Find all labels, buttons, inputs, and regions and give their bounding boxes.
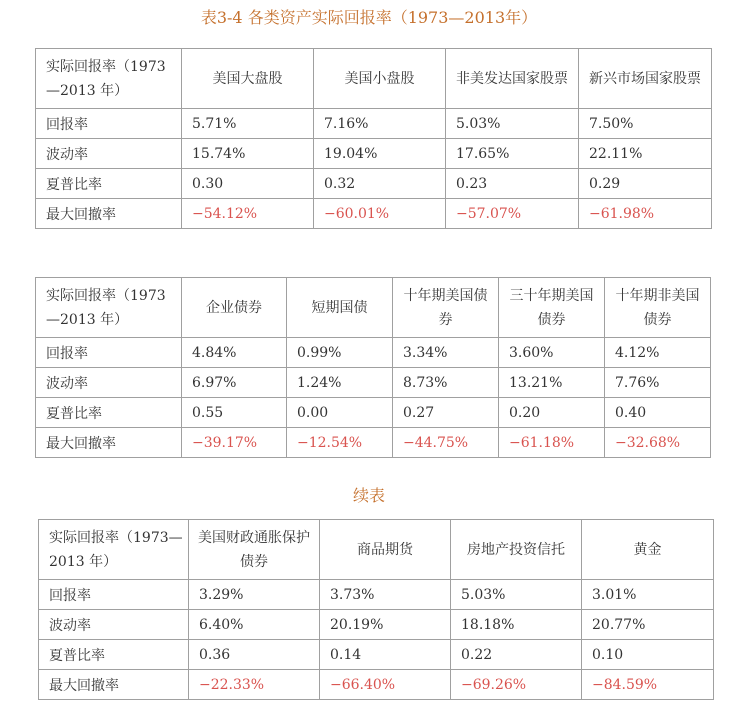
row-label: 夏普比率 <box>39 640 189 670</box>
row-label: 夏普比率 <box>36 169 182 199</box>
header-cell: 黄金 <box>582 520 714 580</box>
table-cell: 4.84% <box>182 338 287 368</box>
header-cell: 美国大盘股 <box>182 49 314 109</box>
table-cell-negative: −57.07% <box>446 199 579 229</box>
table-cell: 19.04% <box>314 139 446 169</box>
table-row <box>39 670 714 700</box>
header-cell: 美国财政通胀保护债券 <box>189 520 320 580</box>
table-cell: 0.29 <box>579 169 712 199</box>
table-cell: 6.97% <box>182 368 287 398</box>
header-cell: 房地产投资信托 <box>451 520 582 580</box>
table-row <box>39 610 714 640</box>
header-cell: 十年期非美国债券 <box>605 278 711 338</box>
table-cell-negative: −32.68% <box>605 428 711 458</box>
table-cell-negative: −22.33% <box>189 670 320 700</box>
header-corner-cell: 实际回报率（1973—2013 年） <box>39 520 189 580</box>
table-cell: 5.71% <box>182 109 314 139</box>
table-cell: 0.32 <box>314 169 446 199</box>
table-cell: 3.34% <box>393 338 499 368</box>
header-corner-cell: 实际回报率（1973—2013 年） <box>36 49 182 109</box>
table-cell: 3.29% <box>189 580 320 610</box>
table-cell-negative: −69.26% <box>451 670 582 700</box>
table-cell: 0.14 <box>320 640 451 670</box>
row-label: 最大回撤率 <box>39 670 189 700</box>
table-row <box>36 368 711 398</box>
header-cell: 新兴市场国家股票 <box>579 49 712 109</box>
table-cell: 18.18% <box>451 610 582 640</box>
header-corner-cell: 实际回报率（1973—2013 年） <box>36 278 182 338</box>
row-label: 波动率 <box>36 368 182 398</box>
table-cell: 20.77% <box>582 610 714 640</box>
table-cell: 6.40% <box>189 610 320 640</box>
table-cell: 13.21% <box>499 368 605 398</box>
table-cell: 15.74% <box>182 139 314 169</box>
table-row <box>36 139 712 169</box>
table-cell: 7.50% <box>579 109 712 139</box>
table-cell: 3.60% <box>499 338 605 368</box>
table-row <box>36 169 712 199</box>
table-row <box>36 199 712 229</box>
header-cell: 商品期货 <box>320 520 451 580</box>
table-cell: 22.11% <box>579 139 712 169</box>
table-cell: 0.00 <box>287 398 393 428</box>
row-label: 最大回撤率 <box>36 199 182 229</box>
table-title: 表3-4 各类资产实际回报率（1973—2013年） <box>200 8 538 27</box>
table-header-row <box>36 278 711 338</box>
continued-title: 续表 <box>352 486 385 505</box>
table-cell: 7.16% <box>314 109 446 139</box>
table-cell-negative: −54.12% <box>182 199 314 229</box>
header-cell: 短期国债 <box>287 278 393 338</box>
table-header-row <box>36 49 712 109</box>
header-cell: 三十年期美国债券 <box>499 278 605 338</box>
table-row <box>39 580 714 610</box>
row-label: 波动率 <box>39 610 189 640</box>
table-cell: 4.12% <box>605 338 711 368</box>
table-cell-negative: −66.40% <box>320 670 451 700</box>
table-cell: 0.55 <box>182 398 287 428</box>
row-label: 最大回撤率 <box>36 428 182 458</box>
table-row <box>39 640 714 670</box>
table-row <box>36 398 711 428</box>
table-cell: 3.01% <box>582 580 714 610</box>
row-label: 回报率 <box>36 109 182 139</box>
asset-returns-table-alternatives <box>38 519 714 700</box>
asset-returns-table-bonds <box>35 277 711 458</box>
table-cell-negative: −61.98% <box>579 199 712 229</box>
asset-returns-table-stocks <box>35 48 712 229</box>
header-cell: 非美发达国家股票 <box>446 49 579 109</box>
table-cell-negative: −84.59% <box>582 670 714 700</box>
table-cell-negative: −39.17% <box>182 428 287 458</box>
table-cell: 17.65% <box>446 139 579 169</box>
table-cell: 0.10 <box>582 640 714 670</box>
table-row <box>36 428 711 458</box>
table-cell: 0.22 <box>451 640 582 670</box>
table-cell-negative: −44.75% <box>393 428 499 458</box>
row-label: 回报率 <box>36 338 182 368</box>
row-label: 夏普比率 <box>36 398 182 428</box>
table-cell: 0.23 <box>446 169 579 199</box>
table-cell-negative: −12.54% <box>287 428 393 458</box>
table-header-row <box>39 520 714 580</box>
table-cell: 8.73% <box>393 368 499 398</box>
header-cell: 十年期美国债券 <box>393 278 499 338</box>
table-cell: 3.73% <box>320 580 451 610</box>
table-cell: 1.24% <box>287 368 393 398</box>
table-cell: 0.30 <box>182 169 314 199</box>
table-cell: 20.19% <box>320 610 451 640</box>
header-cell: 美国小盘股 <box>314 49 446 109</box>
row-label: 波动率 <box>36 139 182 169</box>
row-label: 回报率 <box>39 580 189 610</box>
table-cell: 0.99% <box>287 338 393 368</box>
header-cell: 企业债券 <box>182 278 287 338</box>
table-cell: 0.27 <box>393 398 499 428</box>
table-cell: 0.40 <box>605 398 711 428</box>
table-cell: 5.03% <box>451 580 582 610</box>
table-cell: 7.76% <box>605 368 711 398</box>
table-row <box>36 338 711 368</box>
table-cell-negative: −60.01% <box>314 199 446 229</box>
table-cell: 0.20 <box>499 398 605 428</box>
table-cell: 5.03% <box>446 109 579 139</box>
table-cell-negative: −61.18% <box>499 428 605 458</box>
table-row <box>36 109 712 139</box>
table-cell: 0.36 <box>189 640 320 670</box>
